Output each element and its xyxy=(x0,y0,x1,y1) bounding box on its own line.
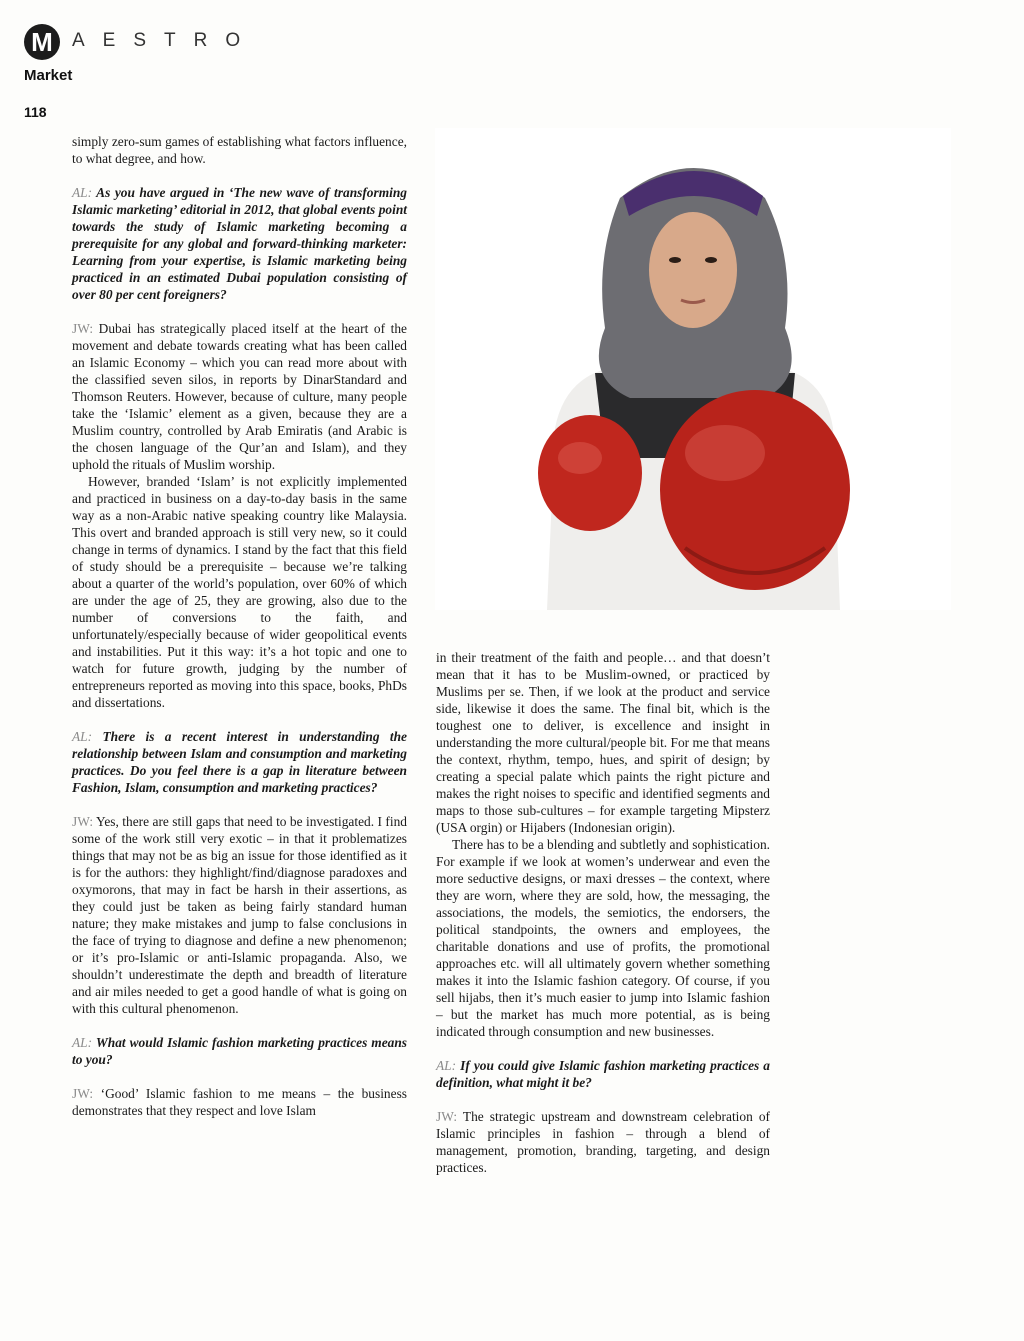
question-text: What would Islamic fashion marketing practices means to you? xyxy=(72,1035,408,1067)
maestro-logo-icon: M xyxy=(24,24,60,60)
question-paragraph xyxy=(72,184,407,303)
speaker-label: AL: xyxy=(72,1035,93,1050)
speaker-label: AL: xyxy=(436,1058,457,1073)
answer-paragraph-continued: However, branded ‘Islam’ is not explicitly implemented and practiced in business on a day-to-day basis in the same way as a non-Arabic native speaking country like Malaysia. This overt and branded approach is still very new, so it could change in terms of dynamics. I stand by the fact that this field of study should be a prerequisite – because we’re talking about a quarter of the world’s population, over 60% of which are under the age of 25, they are growing, also due to the number of conversions to the faith, and unfortunately/especially because of wider geopolitical events and instabilities. Put it this way: it’s a hot topic and one to watch for future growth, judging by the number of entrepreneurs reported as moving into this space, books, PhDs and dissertations. xyxy=(72,474,407,710)
section-label: Market xyxy=(24,67,73,84)
answer-paragraph-continued: in their treatment of the faith and people… and that doesn’t mean that it has to be Muslim-owned, or practiced by Muslims per se. Then, if we look at the product and service side, likewise it does the same. The final bit, which is the toughest one to deliver, is excellence and insight in understanding the more cultural/people bit. For me that means the context, rhythm, tempo, hues, and spirit of design; by creating a special palate which paints the right picture and makes the right noises to specific and identified segments and maps to those sub-cultures – for example targeting Mipsterz (USA orgin) or Hijabers (Indonesian origin). xyxy=(436,650,770,835)
question-text: As you have argued in ‘The new wave of transforming Islamic marketing’ editorial in 2012, that global events point towards the study of Islamic marketing becoming a prerequisite for any global and forward-thinking marketer: Learning from your expertise, is Islamic marketing being practiced in an estimated Dubai population consisting of over 80 per cent foreigners? xyxy=(72,185,407,302)
boxing-glove-right-icon xyxy=(660,390,850,590)
speaker-label: JW: xyxy=(72,1086,94,1101)
answer-paragraph xyxy=(72,1085,407,1119)
paragraph: simply zero-sum games of establishing what factors influence, to what degree, and how. xyxy=(72,134,407,166)
boxing-glove-left-icon xyxy=(538,415,642,531)
left-column xyxy=(72,133,407,1136)
paragraph: There has to be a blending and subtletly and sophistication. For example if we look at women’s underwear and even the more seductive designs, or maxi dresses – the context, where they are worn, where they are sold, how, the messaging, the associations, the models, the semiotics, the endorsers, the political standpoints, the owners and employees, the charitable donations and use of profits, the promotional approaches etc. will all ultimately govern whether something makes it into the Islamic fashion category. Of course, if you sell hijabs, then it’s much easier to jump into Islamic fashion – but the market has much more potential, as is being indicated through consumption and new businesses. xyxy=(436,837,770,1039)
question-paragraph xyxy=(436,1057,770,1091)
right-column xyxy=(436,649,770,1193)
speaker-label: JW: xyxy=(72,814,94,829)
magazine-title: AESTRO xyxy=(72,30,259,51)
question-paragraph xyxy=(72,728,407,796)
question-paragraph xyxy=(72,1034,407,1068)
answer-paragraph xyxy=(72,813,407,1017)
face xyxy=(649,212,737,328)
speaker-label: JW: xyxy=(72,321,94,336)
answer-text: Yes, there are still gaps that need to be investigated. I find some of the work still very exotic – in that it problematizes things that may not be as big an issue for those identified as it is for the authors: they highlight/find/diagnose paradoxes and oxymorons, that may in fact be harsh in their assertions, as they could just be taken as being fairly standard human nature; they make mistakes and jump to false conclusions in the face of trying to diagnose and define a new phenomenon; or it’s pro-Islamic or anti-Islamic propaganda. Also, we shouldn’t underestimate the depth and breadth of literature and air miles needed to get a good handle of what is going on with this cultural phenomenon. xyxy=(72,814,407,1016)
speaker-label: JW: xyxy=(436,1109,458,1124)
hijab-boxing-photo xyxy=(435,128,951,610)
answer-text: ‘Good’ Islamic fashion to me means – the business demonstrates that they respect and love Islam xyxy=(72,1086,407,1118)
answer-text: The strategic upstream and downstream celebration of Islamic principles in fashion – through a blend of management, promotion, branding, targeting, and design practices. xyxy=(436,1109,770,1175)
answer-text: Dubai has strategically placed itself at the heart of the movement and debate towards creating what has been called an Islamic Economy – which you can read more about with the classified seven silos, in reports by DinarStandard and Thomson Reuters. However, because of culture, many people take the ‘Islamic’ element as a given, because they are a Muslim country, controlled by Arab Emiratis (and Arabic is the chosen language of the Qur’an and Islam), and they uphold the rituals of Muslim worship. xyxy=(72,321,407,472)
page-number: 118 xyxy=(24,104,47,120)
question-text: There is a recent interest in understanding the relationship between Islam and consumption and marketing practices. Do you feel there is a gap in literature between Fashion, Islam, consumption and marketing practices? xyxy=(72,729,407,795)
speaker-label: AL: xyxy=(72,185,93,200)
answer-paragraph xyxy=(436,1108,770,1176)
speaker-label: AL: xyxy=(72,729,93,744)
question-text: If you could give Islamic fashion marketing practices a definition, what might it be? xyxy=(436,1058,770,1090)
answer-paragraph xyxy=(72,320,407,473)
